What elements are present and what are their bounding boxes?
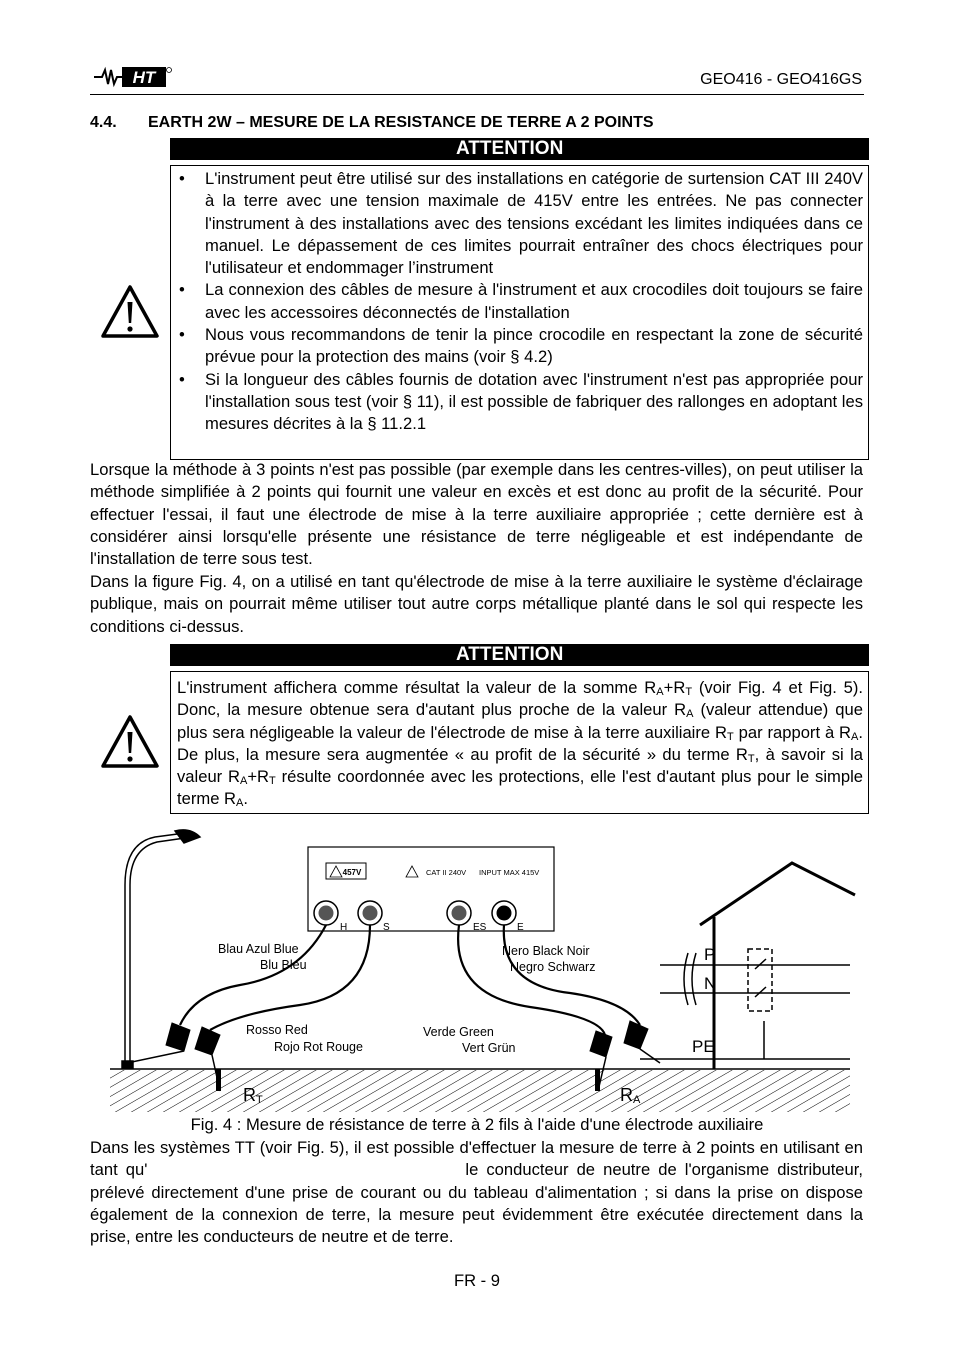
terminal-label-h: H [340,922,348,933]
label-ra: RA [620,1085,641,1106]
header-rule [90,94,864,95]
attention-banner: ATTENTION [170,644,869,666]
label-rt: RT [243,1085,263,1106]
device-rating: CAT II 240V [426,868,467,877]
badge-text: 457V [342,868,362,877]
house [700,863,855,1069]
cable-label-blue-2: Blu Bleu [260,958,307,972]
cable-label-black-2: Negro Schwarz [510,960,596,974]
cable-label-black-1: Nero Black Noir [502,944,590,958]
cable-label-green-1: Verde Green [423,1025,494,1039]
instrument-panel [308,847,554,931]
attention-box [170,671,869,814]
wiring-figure [100,825,860,1120]
logo-text: HT [132,68,156,87]
cable-label-green-2: Vert Grün [462,1041,516,1055]
electrode-ra [595,1069,600,1091]
document-id: GEO416 - GEO416GS [700,71,862,88]
electrode-rt [216,1069,221,1091]
section-heading [90,114,654,132]
terminal-s [358,901,382,925]
house-lines [640,949,850,1059]
ht-logo [92,64,172,90]
crocodile-clips [166,1021,648,1057]
attention-bullet-list [171,168,863,436]
terminal-label-s: S [383,922,390,933]
terminal-label-e: E [517,922,524,933]
device-input: INPUT MAX 415V [479,868,540,877]
attention-bullet: • La connexion des câbles de mesure à l'instrument et aux crocodiles doit toujours se faire avec les accessoires déconnectés de l'installation [171,279,863,324]
attention-bullet: • L'instrument peut être utilisé sur des installations en catégorie de surtension CAT III 240V à la terre avec une tension maximale de 415V entre les entrées. Ne pas connecter l'instrument à des installations avec des tensions excédant les limites indiquées dans ce manuel. Le dépassement de ces limites pourrait entraîner des chocs électriques pour l'utilisateur et endommager l’instrument [171,168,863,279]
cable-label-blue-1: Blau Azul Blue [218,942,299,956]
figure-caption: Fig. 4 : Mesure de résistance de terre à 2 fils à l'aide d'une électrode auxiliaire [190,1115,764,1134]
warning-triangle-icon [100,284,160,340]
terminal-es [447,901,471,925]
warning-triangle-icon [100,714,160,770]
section-title: EARTH 2W – MESURE DE LA RESISTANCE DE TERRE A 2 POINTS [148,114,654,131]
line-label-p: P [704,945,716,964]
line-label-pe: PE [692,1037,715,1056]
terminal-label-es: ES [473,922,487,933]
cable-label-red-2: Rojo Rot Rouge [274,1040,363,1054]
attention-bullet: • Si la longueur des câbles fournis de dotation avec l'instrument n'est pas appropriée pour l'installation sous test (voir § 11), il est possible de fabriquer des rallonges en adoptant les mesures décrites à la § 11.2.1 [171,369,863,436]
body-paragraph: Dans la figure Fig. 4, on a utilisé en tant qu'électrode de mise à la terre auxiliaire le système d'éclairage publique, mais on pourrait même utiliser tout autre corps métallique planté dans le sol qui respecte les conditions ci-dessus. [90,572,863,636]
terminal-e [492,901,516,925]
section-number: 4.4. [90,114,117,131]
attention-box [170,165,869,460]
cable-label-red-1: Rosso Red [246,1023,308,1037]
attention-banner: ATTENTION [170,138,869,160]
page-number: FR - 9 [453,1271,501,1290]
attention-bullet: • Nous vous recommandons de tenir la pince crocodile en respectant la zone de sécurité prévue pour la protection des mains (voir § 4.2) [171,324,863,369]
body-paragraph: Dans les systèmes TT (voir Fig. 5), il est possible d'effectuer la mesure de terre à 2 points en utilisant en tant qu' le conducteur de neutre de l'organisme distributeur, prélevé directement d'une prise de courant ou du tableau d'alimentation ; si dans la prise on dispose également de la connexion de terre, la mesure peut évidemment être exécutée directement dans la prise, entre les conducteurs de neutre et de terre. [90,1138,863,1247]
body-paragraph: Lorsque la méthode à 3 points n'est pas possible (par exemple dans les centres-villes), on peut utiliser la méthode simplifiée à 2 points qui fournit une valeur en excès et est donc au profit de la sécurité. Pour effectuer l'essai, il faut une électrode de mise à la terre auxiliaire appropriée ; cette dernière est à considérer ainsi lorsqu'elle présente une résistance de terre négligeable et est indépendante de l'installation de terre sous test. [90,460,863,569]
terminal-h [314,901,338,925]
attention-text: L'instrument affichera comme résultat la valeur de la somme $R_A+R_T$ (voir Fig. 4 et Fig. 5). Donc, la mesure obtenue sera d'autant plus proche de la valeur $R_A$ (valeur attendue) que plus sera négligeable la valeur de l'électrode de mise à la terre auxiliaire $R_T$ par rapport à $R_A$. De plus, la mesure sera augmentée « au profit de la sécurité » du terme $R_T$, à savoir si la valeur $R_A+R_T$ résulte coordonnée avec les protections, elle l'est d'autant plus pour le simple terme $R_A$. [177,678,864,810]
line-label-n: N [704,974,717,993]
